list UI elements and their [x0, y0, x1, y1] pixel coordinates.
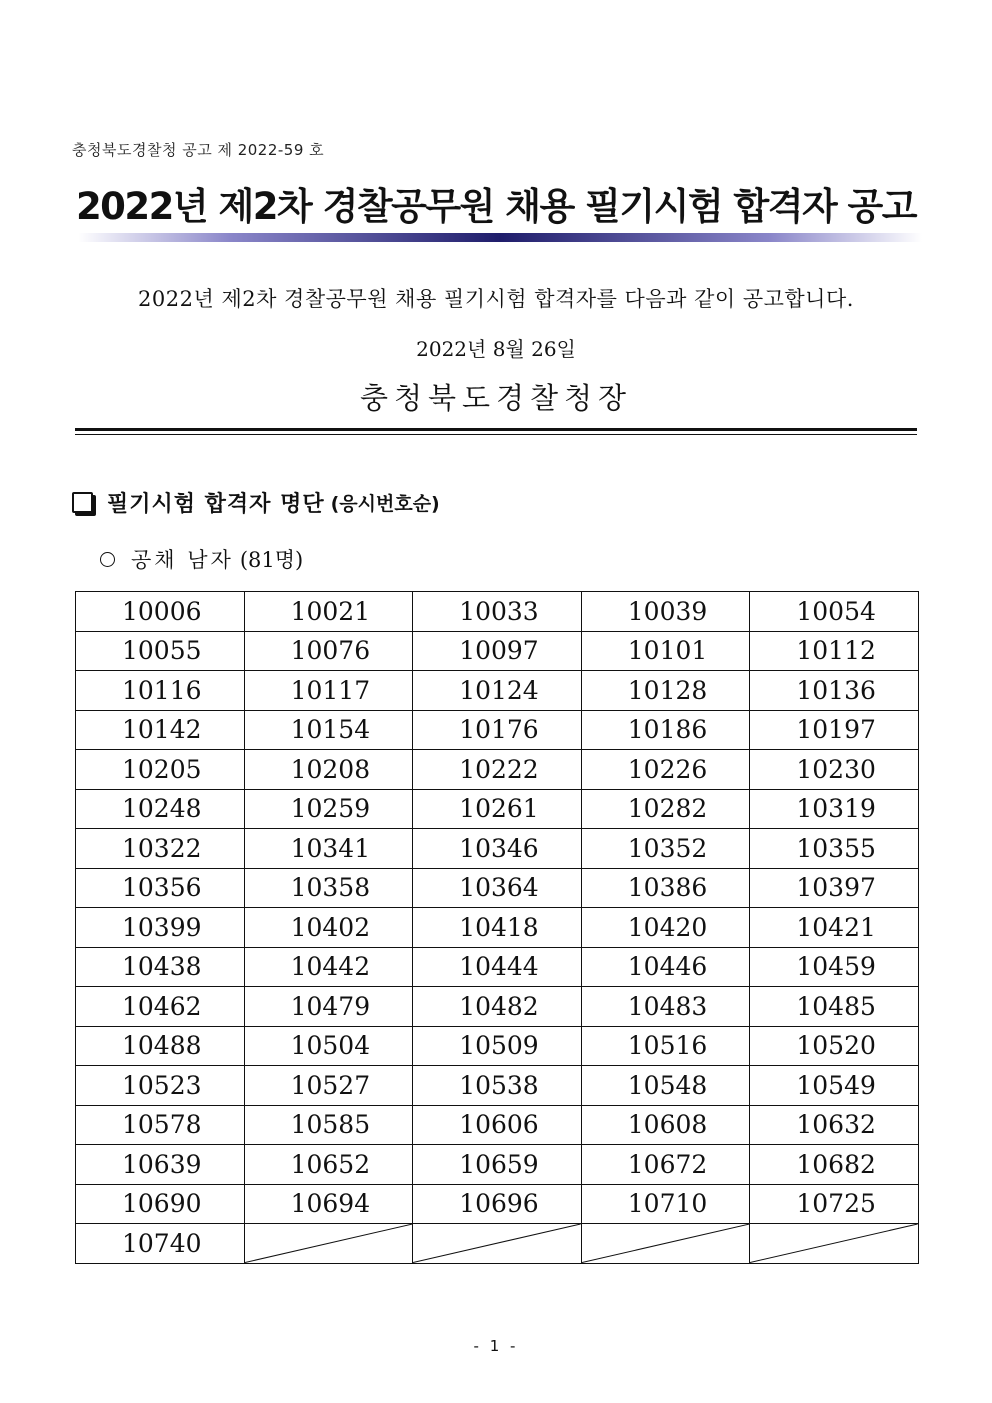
exam-number-cell: 10259	[244, 789, 413, 829]
exam-number-cell: 10208	[244, 750, 413, 790]
exam-number-cell: 10076	[244, 631, 413, 671]
table-row	[76, 750, 919, 790]
intro-text: 2022년 제2차 경찰공무원 채용 필기시험 합격자를 다음과 같이 공고합니다.	[138, 287, 854, 311]
table-row	[76, 671, 919, 711]
exam-number-cell: 10226	[581, 750, 750, 790]
empty-cell	[581, 1224, 750, 1264]
section-subtitle: (응시번호순)	[330, 493, 440, 515]
exam-number-cell: 10054	[750, 592, 919, 632]
exam-number-cell: 10549	[750, 1066, 919, 1106]
subsection-label: 공채 남자	[131, 548, 234, 572]
exam-number-cell: 10523	[76, 1066, 245, 1106]
exam-number-cell: 10438	[76, 947, 245, 987]
exam-number-cell: 10116	[76, 671, 245, 711]
table-row	[76, 987, 919, 1027]
exam-number-cell: 10117	[244, 671, 413, 711]
title-underline-bar	[78, 233, 922, 242]
exam-number-cell: 10682	[750, 1145, 919, 1185]
exam-number-cell: 10659	[413, 1145, 582, 1185]
exam-number-cell: 10516	[581, 1026, 750, 1066]
exam-number-cell: 10101	[581, 631, 750, 671]
exam-number-cell: 10055	[76, 631, 245, 671]
exam-number-cell: 10509	[413, 1026, 582, 1066]
exam-number-cell: 10548	[581, 1066, 750, 1106]
exam-number-cell: 10006	[76, 592, 245, 632]
announcement-date: 2022년 8월 26일	[416, 337, 576, 361]
exam-number-cell: 10482	[413, 987, 582, 1027]
exam-number-cell: 10039	[581, 592, 750, 632]
exam-number-cell: 10418	[413, 908, 582, 948]
exam-number-cell: 10282	[581, 789, 750, 829]
exam-number-cell: 10128	[581, 671, 750, 711]
diagonal-slash-icon	[413, 1224, 581, 1263]
exam-number-cell: 10346	[413, 829, 582, 869]
diagonal-slash-icon	[750, 1224, 918, 1263]
exam-number-cell: 10021	[244, 592, 413, 632]
exam-number-cell: 10397	[750, 868, 919, 908]
exam-number-cell: 10444	[413, 947, 582, 987]
exam-number-cell: 10136	[750, 671, 919, 711]
exam-number-cell: 10696	[413, 1184, 582, 1224]
exam-number-cell: 10527	[244, 1066, 413, 1106]
exam-number-cell: 10261	[413, 789, 582, 829]
exam-number-cell: 10520	[750, 1026, 919, 1066]
checkbox-icon	[72, 492, 93, 513]
exam-number-cell: 10710	[581, 1184, 750, 1224]
page-title: 2022년 제2차 경찰공무원 채용 필기시험 합격자 공고	[75, 185, 917, 228]
exam-number-cell: 10222	[413, 750, 582, 790]
exam-number-cell: 10442	[244, 947, 413, 987]
table-row	[76, 1105, 919, 1145]
exam-number-cell: 10504	[244, 1026, 413, 1066]
exam-number-cell: 10352	[581, 829, 750, 869]
exam-number-cell: 10124	[413, 671, 582, 711]
exam-number-cell: 10483	[581, 987, 750, 1027]
subsection-count: (81명)	[239, 548, 304, 572]
exam-number-cell: 10578	[76, 1105, 245, 1145]
table-row	[76, 1145, 919, 1185]
exam-number-cell: 10608	[581, 1105, 750, 1145]
exam-number-cell: 10033	[413, 592, 582, 632]
exam-number-cell: 10142	[76, 710, 245, 750]
table-row	[76, 1026, 919, 1066]
circle-bullet-icon	[100, 552, 115, 567]
exam-number-cell: 10690	[76, 1184, 245, 1224]
exam-number-cell: 10358	[244, 868, 413, 908]
exam-number-cell: 10606	[413, 1105, 582, 1145]
exam-number-cell: 10364	[413, 868, 582, 908]
exam-number-cell: 10230	[750, 750, 919, 790]
diagonal-slash-icon	[582, 1224, 750, 1263]
exam-number-cell: 10402	[244, 908, 413, 948]
exam-number-cell: 10248	[76, 789, 245, 829]
empty-cell	[750, 1224, 919, 1264]
divider-thin	[75, 434, 917, 435]
exam-number-cell: 10322	[76, 829, 245, 869]
table-row	[76, 789, 919, 829]
passer-table	[75, 591, 919, 1264]
exam-number-cell: 10154	[244, 710, 413, 750]
exam-number-cell: 10319	[750, 789, 919, 829]
exam-number-cell: 10399	[76, 908, 245, 948]
table-row	[76, 947, 919, 987]
exam-number-cell: 10652	[244, 1145, 413, 1185]
exam-number-cell: 10186	[581, 710, 750, 750]
exam-number-cell: 10446	[581, 947, 750, 987]
exam-number-cell: 10462	[76, 987, 245, 1027]
exam-number-cell: 10632	[750, 1105, 919, 1145]
exam-number-cell: 10341	[244, 829, 413, 869]
table-row	[76, 710, 919, 750]
exam-number-cell: 10479	[244, 987, 413, 1027]
table-row	[76, 592, 919, 632]
exam-number-cell: 10740	[76, 1224, 245, 1264]
exam-number-cell: 10488	[76, 1026, 245, 1066]
exam-number-cell: 10197	[750, 710, 919, 750]
exam-number-cell: 10356	[76, 868, 245, 908]
exam-number-cell: 10694	[244, 1184, 413, 1224]
diagonal-slash-icon	[245, 1224, 413, 1263]
table-row	[76, 829, 919, 869]
subsection-heading	[100, 544, 303, 574]
table-row	[76, 1224, 919, 1264]
section-heading	[72, 487, 440, 518]
exam-number-cell: 10639	[76, 1145, 245, 1185]
exam-number-cell: 10355	[750, 829, 919, 869]
issuer-signature: 충청북도경찰청장	[359, 381, 633, 415]
exam-number-cell: 10176	[413, 710, 582, 750]
exam-number-cell: 10725	[750, 1184, 919, 1224]
divider-thick	[75, 428, 917, 431]
exam-number-cell: 10386	[581, 868, 750, 908]
exam-number-cell: 10459	[750, 947, 919, 987]
exam-number-cell: 10112	[750, 631, 919, 671]
table-row	[76, 1066, 919, 1106]
exam-number-cell: 10097	[413, 631, 582, 671]
notice-number: 충청북도경찰청 공고 제 2022-59 호	[72, 141, 325, 159]
exam-number-cell: 10205	[76, 750, 245, 790]
exam-number-cell: 10585	[244, 1105, 413, 1145]
table-row	[76, 908, 919, 948]
exam-number-cell: 10421	[750, 908, 919, 948]
exam-number-cell: 10672	[581, 1145, 750, 1185]
page-number: - 1 -	[473, 1337, 519, 1355]
section-title: 필기시험 합격자 명단	[107, 492, 325, 517]
exam-number-cell: 10420	[581, 908, 750, 948]
exam-number-cell: 10538	[413, 1066, 582, 1106]
empty-cell	[413, 1224, 582, 1264]
table-row	[76, 1184, 919, 1224]
table-row	[76, 631, 919, 671]
empty-cell	[244, 1224, 413, 1264]
exam-number-cell: 10485	[750, 987, 919, 1027]
table-row	[76, 868, 919, 908]
